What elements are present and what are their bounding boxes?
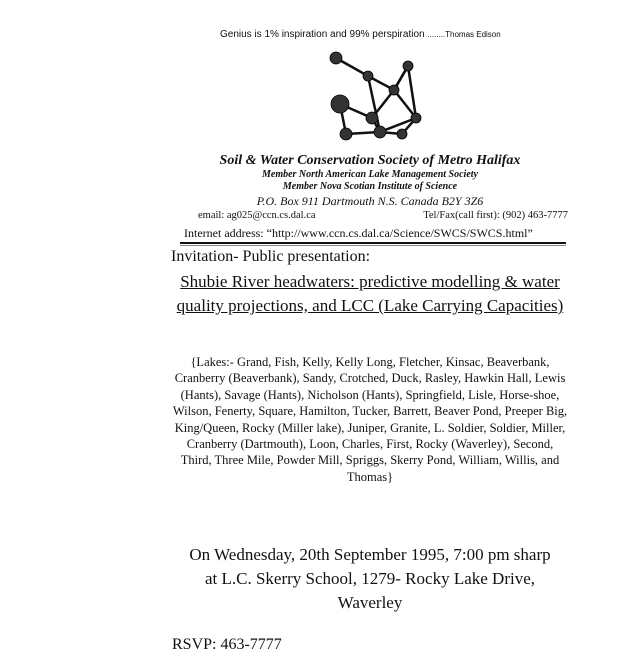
header-divider <box>180 245 566 246</box>
presentation-title: Shubie River headwaters: predictive modelling & water quality projections, and LCC (Lake Carrying Capacities) <box>176 272 564 315</box>
internet-address: Internet address: “http://www.ccn.cs.dal.ca/Science/SWCS/SWCS.html” <box>184 226 533 240</box>
email-address: email: ag025@ccn.cs.dal.ca <box>198 210 316 221</box>
postal-address: P.O. Box 911 Dartmouth N.S. Canada B2Y 3Z6 <box>256 194 484 208</box>
membership-line: Member Nova Scotian Institute of Science <box>282 181 458 192</box>
event-details <box>160 543 580 615</box>
epigraph <box>220 29 550 40</box>
rsvp-line: RSVP: 463-7777 <box>172 636 282 653</box>
invitation-heading: Invitation- Public presentation: <box>171 248 371 265</box>
telephone-fax: Tel/Fax(call first): (902) 463-7777 <box>423 210 568 221</box>
epigraph-text: Genius is 1% inspiration and 99% perspiration <box>220 29 425 40</box>
header-divider <box>180 242 566 244</box>
event-locality: Waverley <box>337 593 403 612</box>
organization-name: Soil & Water Conservation Society of Metro Halifax <box>219 153 521 168</box>
lakes-list: {Lakes:- Grand, Fish, Kelly, Kelly Long, Fletcher, Kinsac, Beaverbank, Cranberry (Beaverbank), Sandy, Crotched, Duck, Rasley, Hawkin Hall, Lewis (Hants), Savage (Hants), Nicholson (Hants), Springfield, Lisle, Horse-shoe, Wilson, Fenerty, Square, Hamilton, Tucker, Barrett, Beaver Pond, Preeper Big, King/Queen, Rocky (Miller lake), Juniper, Granite, L. Soldier, Soldier, Miller, Cranberry (Dartmouth), Loon, Charles, First, Rocky (Waverley), Second, Third, Three Mile, Powder Mill, Spriggs, Skerry Pond, William, Willis, and Thomas} <box>172 355 568 484</box>
event-date-time: On Wednesday, 20th September 1995, 7:00 pm sharp <box>189 545 551 564</box>
molecule-icon <box>318 44 428 157</box>
membership-line: Member North American Lake Management Society <box>261 169 478 180</box>
organization-header <box>180 152 560 209</box>
event-location: at L.C. Skerry School, 1279- Rocky Lake Drive, <box>204 569 535 588</box>
epigraph-author: ........Thomas Edison <box>427 30 501 39</box>
contact-row <box>198 210 568 221</box>
